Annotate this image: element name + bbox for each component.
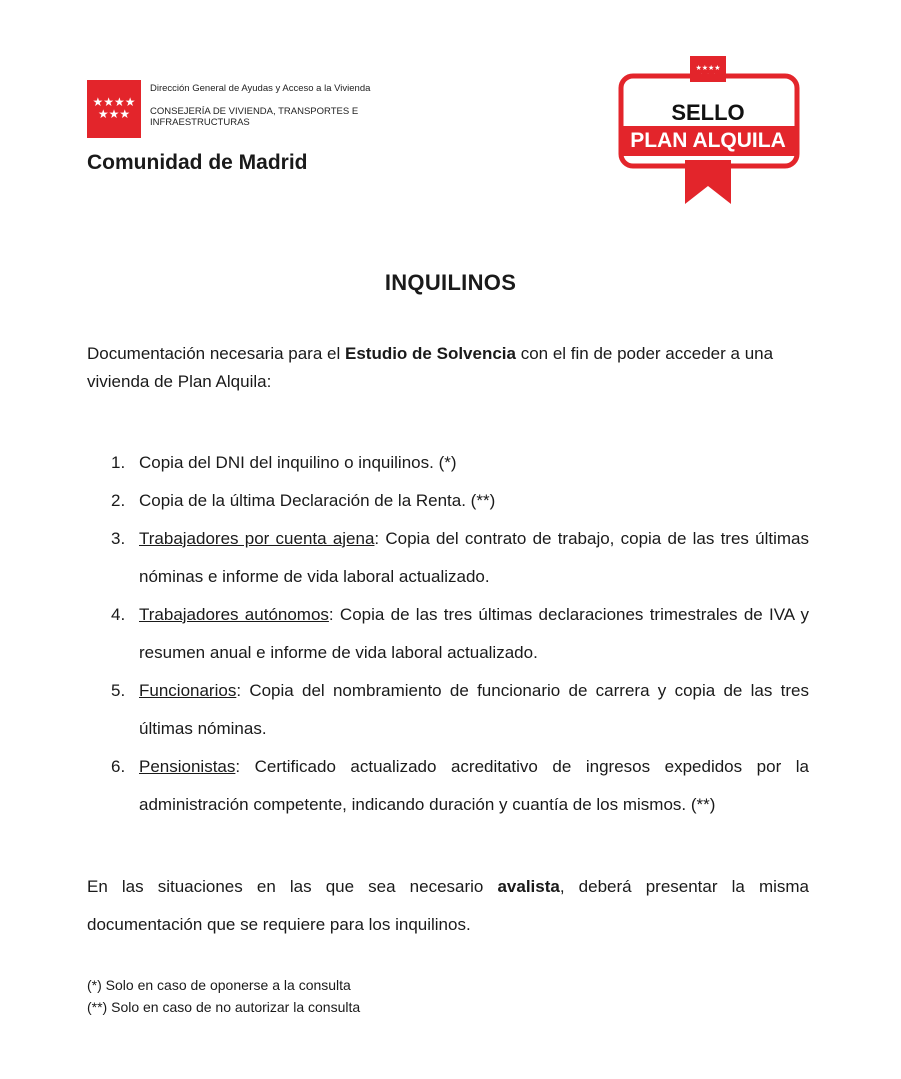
sello-plan-alquila-badge xyxy=(615,56,801,206)
direccion-general-text: Dirección General de Ayudas y Acceso a la Vivienda xyxy=(150,83,371,94)
intro-paragraph xyxy=(87,340,809,396)
madrid-stars-flag-icon xyxy=(87,80,141,138)
note-text-after: , deberá presentar la misma documentación que se requiere para los inquilinos. xyxy=(87,877,810,934)
note-text-before: En las situaciones en las que sea necesario xyxy=(87,877,498,896)
list-item-text: : Copia del contrato de trabajo, copia de las tres últimas nóminas e informe de vida laboral actualizado. xyxy=(139,529,809,586)
sello-line1: SELLO xyxy=(671,100,745,125)
community-name: Comunidad de Madrid xyxy=(87,151,308,174)
list-item-label: Funcionarios xyxy=(139,681,237,700)
intro-text-before: Documentación necesaria para el xyxy=(87,344,345,363)
sello-line2: PLAN ALQUILA xyxy=(630,129,786,152)
svg-text:★★★: ★★★ xyxy=(698,72,718,80)
list-item-number: 3. xyxy=(111,529,126,548)
list-item-label: Pensionistas xyxy=(139,757,236,776)
intro-text-after: con el fin de poder acceder a una vivienda de Plan Alquila: xyxy=(87,344,774,391)
list-item xyxy=(87,444,809,482)
requirements-list xyxy=(87,444,809,824)
svg-text:★★★: ★★★ xyxy=(97,107,131,121)
footnote: (*) Solo en caso de oponerse a la consulta xyxy=(87,977,351,993)
svg-text:★★★★: ★★★★ xyxy=(695,64,721,72)
page-title: INQUILINOS xyxy=(384,270,517,295)
avalista-note xyxy=(87,868,809,944)
note-bold: avalista xyxy=(497,877,560,896)
intro-bold: Estudio de Solvencia xyxy=(344,344,516,363)
list-item-text: Copia del DNI del inquilino o inquilinos. (*) xyxy=(139,453,457,472)
list-item xyxy=(87,596,809,672)
header-institution xyxy=(150,83,400,128)
ribbon-badge-icon xyxy=(685,156,731,204)
list-item-text: : Copia del nombramiento de funcionario de carrera y copia de las tres últimas nóminas. xyxy=(139,681,809,738)
list-item xyxy=(87,482,809,520)
list-item-text: : Copia de las tres últimas declaraciones trimestrales de IVA y resumen anual e informe de vida laboral actualizado. xyxy=(139,605,809,662)
list-item-label: Trabajadores por cuenta ajena xyxy=(139,529,375,548)
list-item-number: 5. xyxy=(111,681,126,700)
list-item-number: 6. xyxy=(111,757,126,776)
list-item-label: Trabajadores autónomos xyxy=(139,605,329,624)
list-item-number: 1. xyxy=(111,453,126,472)
list-item xyxy=(87,672,809,748)
list-item xyxy=(87,520,809,596)
list-item-text: : Certificado actualizado acreditativo de ingresos expedidos por la administración competente, indicando duración y cuantía de los mismos. (**) xyxy=(139,757,809,814)
footnotes xyxy=(87,974,360,1018)
consejeria-text: CONSEJERÍA DE VIVIENDA, TRANSPORTES E INFRAESTRUCTURAS xyxy=(150,106,359,128)
svg-text:★★★★: ★★★★ xyxy=(92,95,136,109)
footnote: (**) Solo en caso de no autorizar la consulta xyxy=(87,999,361,1015)
list-item xyxy=(87,748,809,824)
list-item-number: 2. xyxy=(111,491,126,510)
list-item-text: Copia de la última Declaración de la Renta. (**) xyxy=(139,491,496,510)
list-item-number: 4. xyxy=(111,605,126,624)
